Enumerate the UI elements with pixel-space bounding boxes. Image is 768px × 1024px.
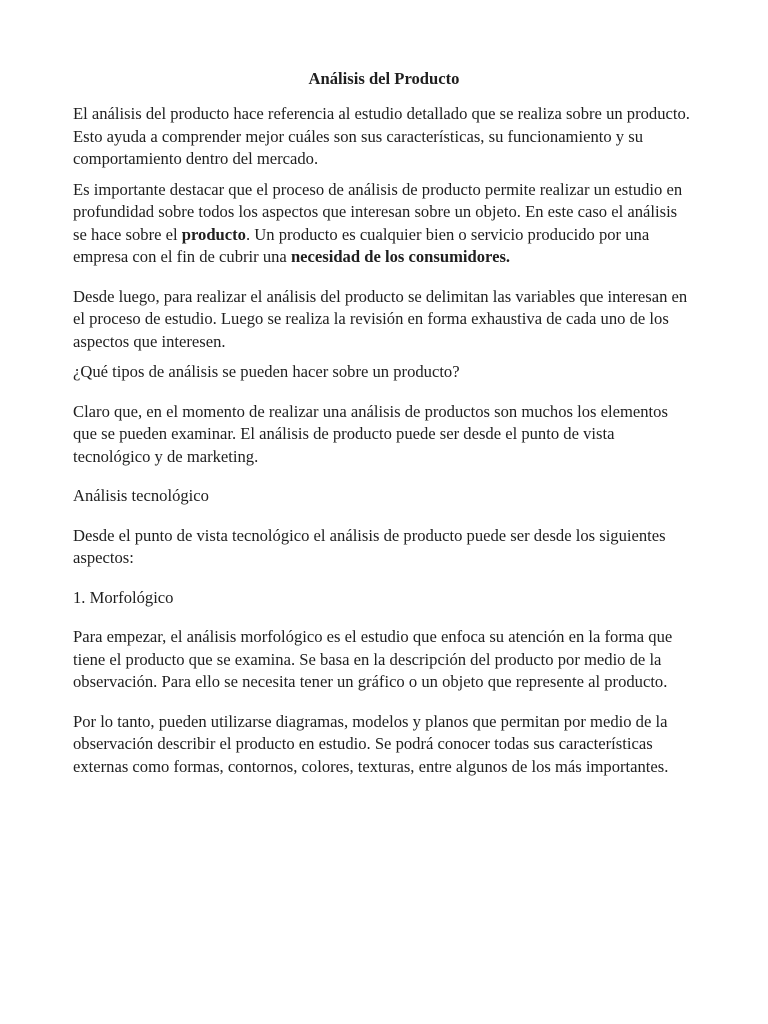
bold-term-necesidad: necesidad de los consumidores.: [290, 247, 511, 266]
bold-term-producto: producto: [181, 224, 246, 244]
paragraph-elements: Claro que, en el momento de realizar una análisis de productos son muchos los elementos que se pueden examinar. El análisis de producto puede ser desde el punto de vista tecnológico y de marketing.: [73, 401, 668, 466]
paragraph-importance-text-a: Es importante destacar que el proceso de análisis de producto permite realizar un estudio en profundidad sobre todos los aspectos que interesan sobre un objeto. En este caso el análisis se hace sobre el: [73, 179, 683, 244]
paragraph-importance: [73, 179, 695, 269]
section-heading-tecnologico: Análisis tecnológico: [73, 486, 209, 505]
document-title: Análisis del Producto: [308, 69, 460, 88]
paragraph-morphological: Para empezar, el análisis morfológico es el estudio que enfoca su atención en la forma que tiene el producto que se examina. Se basa en la descripción del producto por medio de la observación. Para ello se necesita tener un gráfico o un objeto que represente al producto.: [73, 627, 673, 691]
paragraph-importance-text-c: . Un producto es cualquier bien o servicio producido por una empresa con el fin de cubrir una: [73, 224, 650, 266]
paragraph-variables: Desde luego, para realizar el análisis del producto se delimitan las variables que interesan en el proceso de estudio. Luego se realiza la revisión en forma exhaustiva de cada uno de los aspectos que interesen.: [73, 286, 688, 351]
document-page: [73, 68, 695, 778]
paragraph-diagrams: Por lo tanto, pueden utilizarse diagramas, modelos y planos que permitan por medio de la observación describir el producto en estudio. Se podrá conocer todas sus características externas como formas, contornos, colores, texturas, entre algunos de los más importantes.: [73, 711, 669, 776]
paragraph-intro: El análisis del producto hace referencia al estudio detallado que se realiza sobre un producto. Esto ayuda a comprender mejor cuáles son sus características, su funcionamiento y su comportamiento dentro del mercado.: [73, 104, 690, 168]
question-heading: ¿Qué tipos de análisis se pueden hacer sobre un producto?: [73, 362, 460, 381]
paragraph-aspects: Desde el punto de vista tecnológico el análisis de producto puede ser desde los siguientes aspectos:: [73, 525, 666, 567]
list-item-morfologico: 1. Morfológico: [73, 587, 174, 607]
